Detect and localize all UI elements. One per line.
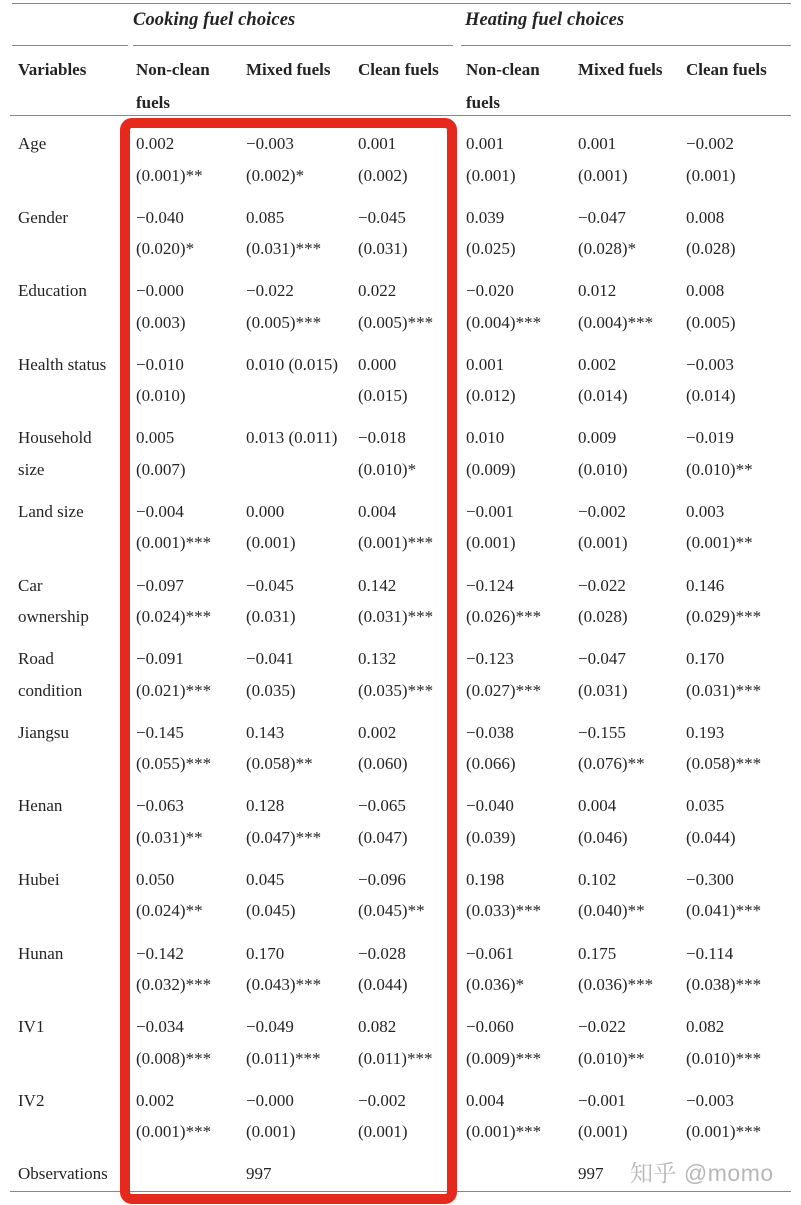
coefficient-cell: −0.040 (0.020)* [136, 207, 195, 259]
coefficient-cell: 0.001 (0.002) [358, 134, 408, 185]
row-label: Health status [18, 354, 107, 374]
coefficient-cell: −0.061 (0.036)* [466, 943, 525, 995]
cooking-group-header: Cooking fuel choices [133, 10, 296, 30]
coefficient-cell: −0.114 (0.038)*** [686, 943, 762, 995]
coefficient-cell: −0.003 (0.001)*** [686, 1090, 762, 1142]
row-label: Road condition [18, 649, 83, 700]
col-header-cooking-nonclean: Non-clean fuels [136, 60, 210, 112]
coefficient-cell: −0.018 (0.010)* [358, 428, 417, 479]
row-label: Age [18, 134, 47, 153]
coefficient-cell: 0.002 (0.001)** [136, 134, 203, 185]
coefficient-cell: −0.022 (0.028) [578, 575, 628, 627]
coefficient-cell: 0.022 (0.005)*** [358, 281, 434, 332]
coefficient-cell: 0.012 (0.004)*** [578, 281, 654, 332]
coefficient-cell: −0.124 (0.026)*** [466, 575, 542, 627]
coefficient-cell: −0.010 (0.010) [136, 354, 186, 406]
coefficient-cell: −0.000 (0.001) [246, 1090, 296, 1142]
row-label: Car ownership [18, 575, 89, 627]
row-label: Education [18, 281, 87, 301]
col-header-heating-nonclean: Non-clean fuels [466, 60, 540, 112]
coefficient-cell: −0.020 (0.004)*** [466, 281, 542, 332]
coefficient-cell: 0.004 (0.001)*** [358, 501, 434, 553]
row-label: Observations [18, 1164, 108, 1184]
coefficient-cell: −0.047 (0.028)* [578, 207, 637, 259]
coefficient-cell: −0.034 (0.008)*** [136, 1017, 212, 1068]
coefficient-cell: −0.022 (0.005)*** [246, 281, 322, 332]
empty-cell [466, 1158, 578, 1190]
coefficient-cell: 0.170 (0.043)*** [246, 943, 322, 995]
coefficient-cell: 0.002 (0.001)*** [136, 1090, 212, 1142]
coefficient-cell: −0.047 (0.031) [578, 649, 628, 700]
col-header-cooking-clean: Clean fuels [358, 60, 439, 79]
coefficient-cell: 0.142 (0.031)*** [358, 575, 434, 627]
coefficient-cell: −0.028 (0.044) [358, 943, 408, 995]
cooking-group-rule [133, 45, 453, 46]
coefficient-cell: 0.001 (0.001) [578, 134, 628, 185]
coefficient-cell: 0.005 (0.007) [136, 428, 186, 479]
coefficient-cell: 0.010 (0.009) [466, 428, 516, 479]
coefficient-cell: 0.085 (0.031)*** [246, 207, 322, 259]
coefficient-cell: −0.041 (0.035) [246, 649, 296, 700]
coefficient-cell: −0.003 (0.002)* [246, 134, 305, 185]
coefficient-cell: 0.102 (0.040)** [578, 869, 645, 921]
coefficient-cell: 0.003 (0.001)** [686, 501, 753, 553]
coefficient-cell: −0.019 (0.010)** [686, 428, 753, 479]
row-label: Land size [18, 501, 84, 521]
coefficient-cell: 0.050 (0.024)** [136, 869, 203, 921]
coefficient-cell: 0.045 (0.045) [246, 869, 296, 921]
row-label: IV1 [18, 1017, 45, 1037]
coefficient-cell: −0.022 (0.010)** [578, 1017, 645, 1068]
heating-group-rule [461, 45, 791, 46]
coefficient-cell: −0.045 (0.031) [246, 575, 296, 627]
coefficient-cell: 0.193 (0.058)*** [686, 722, 762, 774]
col-header-cooking-mixed: Mixed fuels [246, 60, 331, 79]
coefficient-cell: −0.001 (0.001) [578, 1090, 628, 1142]
row-label: Hunan [18, 943, 64, 963]
coefficient-cell: −0.155 (0.076)** [578, 722, 645, 774]
coefficient-cell: −0.142 (0.032)*** [136, 943, 212, 995]
coefficient-cell: 0.004 (0.046) [578, 796, 628, 847]
coefficient-cell: 0.001 (0.001) [466, 134, 516, 185]
coefficient-cell: 0.001 (0.012) [466, 354, 516, 406]
coefficient-cell: −0.004 (0.001)*** [136, 501, 212, 553]
coefficient-cell: −0.003 (0.014) [686, 354, 736, 406]
coefficient-cell: 0.002 (0.014) [578, 354, 628, 406]
coefficient-cell: 0.082 (0.011)*** [358, 1017, 433, 1068]
coefficient-cell: 0.128 (0.047)*** [246, 796, 322, 847]
coefficient-cell: 0.013 (0.011) [246, 428, 338, 448]
coefficient-cell: 0.143 (0.058)** [246, 722, 313, 774]
coefficient-cell: 0.146 (0.029)*** [686, 575, 762, 627]
coefficient-cell: −0.040 (0.039) [466, 796, 516, 847]
highlight-box [120, 118, 457, 1204]
coefficient-cell: −0.300 (0.041)*** [686, 869, 762, 921]
coefficient-cell: 0.004 (0.001)*** [466, 1090, 542, 1142]
coefficient-cell: 0.170 (0.031)*** [686, 649, 762, 700]
coefficient-cell: 0.082 (0.010)*** [686, 1017, 762, 1068]
coefficient-cell: −0.065 (0.047) [358, 796, 408, 847]
row-label: Hubei [18, 869, 60, 889]
coefficient-cell: 0.009 (0.010) [578, 428, 628, 479]
coefficient-cell: −0.045 (0.031) [358, 207, 408, 259]
coefficient-cell: −0.002 (0.001) [686, 134, 736, 185]
coefficient-cell: 0.008 (0.005) [686, 281, 736, 332]
coefficient-cell: −0.091 (0.021)*** [136, 649, 212, 700]
coefficient-cell: −0.063 (0.031)** [136, 796, 203, 847]
coefficient-cell: −0.097 (0.024)*** [136, 575, 212, 627]
header-rule [10, 115, 791, 116]
row-label: Gender [18, 207, 69, 227]
coefficient-cell: −0.001 (0.001) [466, 501, 516, 553]
coefficient-cell: 0.008 (0.028) [686, 207, 736, 259]
coefficient-cell: −0.000 (0.003) [136, 281, 186, 332]
coefficient-cell: −0.123 (0.027)*** [466, 649, 542, 700]
variables-header: Variables [18, 60, 87, 79]
coefficient-cell: −0.049 (0.011)*** [246, 1017, 321, 1068]
col-header-heating-mixed: Mixed fuels [578, 60, 663, 79]
coefficient-cell: 0.000 (0.001) [246, 501, 296, 553]
row-label: Jiangsu [18, 722, 69, 742]
col-header-heating-clean: Clean fuels [686, 60, 767, 79]
watermark: 知乎 @momo [630, 1160, 774, 1186]
heating-group-header: Heating fuel choices [465, 10, 625, 30]
row-label: IV2 [18, 1090, 45, 1110]
coefficient-cell: −0.096 (0.045)** [358, 869, 425, 921]
row-label: Household size [18, 428, 92, 479]
coefficient-cell: −0.060 (0.009)*** [466, 1017, 542, 1068]
coefficient-cell: −0.002 (0.001) [578, 501, 628, 553]
coefficient-cell: 0.198 (0.033)*** [466, 869, 542, 921]
coefficient-cell: −0.002 (0.001) [358, 1090, 408, 1142]
table-rule-top [12, 3, 791, 4]
coefficient-cell: 0.039 (0.025) [466, 207, 516, 259]
coefficient-cell: 0.000 (0.015) [358, 354, 408, 406]
coefficient-cell: 0.035 (0.044) [686, 796, 736, 847]
coefficient-cell: 0.002 (0.060) [358, 722, 408, 774]
observations-value: 997 [578, 1164, 604, 1184]
coefficient-cell: 0.132 (0.035)*** [358, 649, 434, 700]
observations-value: 997 [246, 1164, 272, 1184]
coefficient-cell: −0.038 (0.066) [466, 722, 516, 774]
coefficient-cell: −0.145 (0.055)*** [136, 722, 212, 774]
variables-column-rule [12, 45, 128, 46]
row-label: Henan [18, 796, 63, 816]
coefficient-cell: 0.010 (0.015) [246, 354, 339, 374]
column-header-row [0, 53, 801, 119]
coefficient-cell: 0.175 (0.036)*** [578, 943, 654, 995]
